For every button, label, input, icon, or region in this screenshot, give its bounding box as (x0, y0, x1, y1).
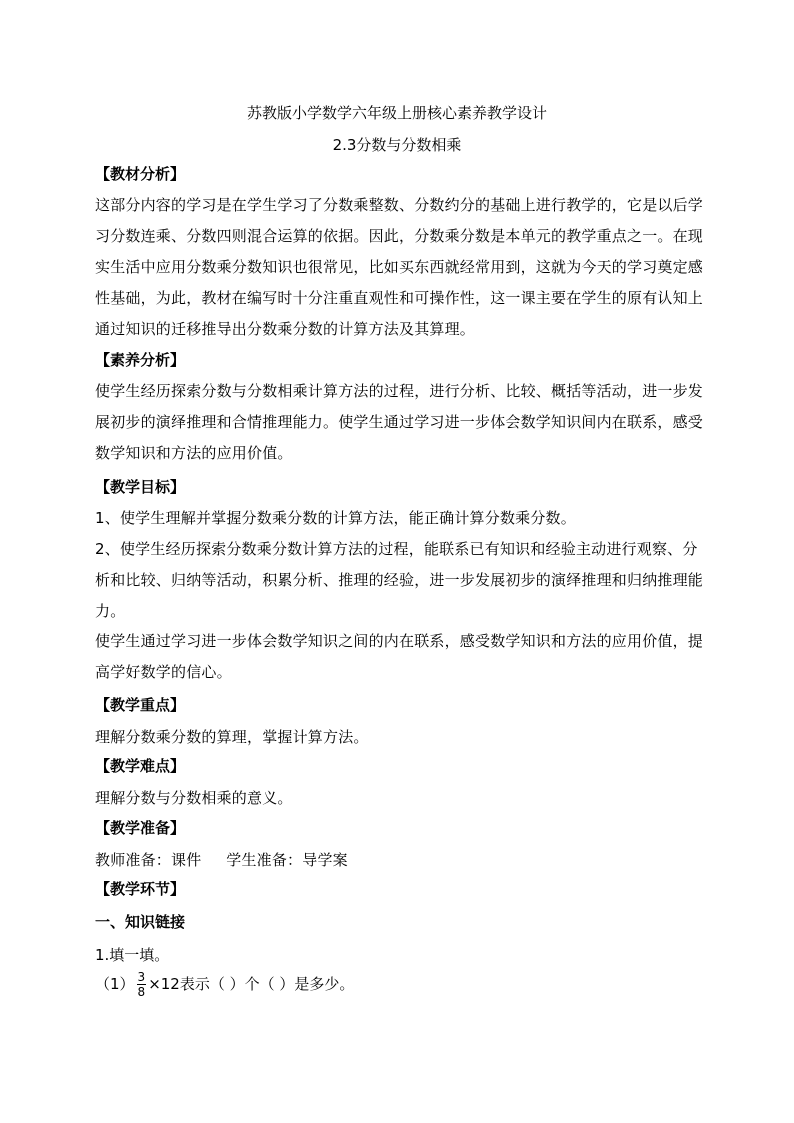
question-1-1 (95, 970, 707, 999)
para-teaching-focus: 理解分数乘分数的算理，掌握计算方法。 (95, 728, 369, 746)
fraction (137, 970, 147, 999)
lesson-title: 2.3分数与分数相乘 (332, 136, 462, 154)
document-title: 苏教版小学数学六年级上册核心素养教学设计 (246, 104, 547, 122)
heading-teaching-goals: 【教学目标】 (95, 478, 186, 496)
question-1: 1.填一填。 (95, 946, 170, 964)
heading-teaching-prep: 【教学准备】 (95, 819, 186, 837)
goal-item-3: 使学生通过学习进一步体会数学知识之间的内在联系，感受数学知识和方法的应用价值，提高学好数学的信心。 (95, 632, 704, 681)
para-literacy-analysis: 使学生经历探索分数与分数相乘计算方法的过程，进行分析、比较、概括等活动，进一步发展初步的演绎推理和合情推理能力。使学生通过学习进一步体会数学知识间内在联系，感受数学知识和方法的应用价值。 (95, 382, 704, 462)
question-1-1-text: ×12表示（ ）个（ ）是多少。 (148, 975, 355, 993)
heading-teaching-difficulty: 【教学难点】 (95, 757, 186, 775)
question-1-1-prefix: （1） (95, 975, 135, 993)
goal-item-2: 2、使学生经历探索分数乘分数计算方法的过程，能联系已有知识和经验主动进行观察、分析和比较、归纳等活动，积累分析、推理的经验，进一步发展初步的演绎推理和归纳推理能力。 (95, 540, 704, 620)
heading-literacy-analysis: 【素养分析】 (95, 351, 186, 369)
para-textbook-analysis: 这部分内容的学习是在学生学习了分数乘整数、分数约分的基础上进行教学的，它是以后学习分数连乘、分数四则混合运算的依据。因此，分数乘分数是本单元的教学重点之一。在现实生活中应用分数乘分数知识也很常见，比如买东西就经常用到，这就为今天的学习奠定感性基础，为此，教材在编写时十分注重直观性和可操作性，这一课主要在学生的原有认知上通过知识的迁移推导出分数乘分数的计算方法及其算理。 (95, 196, 704, 338)
para-teaching-prep: 教师准备：课件 学生准备：导学案 (95, 851, 348, 869)
heading-teaching-focus: 【教学重点】 (95, 696, 186, 714)
heading-textbook-analysis: 【教材分析】 (95, 165, 186, 183)
heading-teaching-steps: 【教学环节】 (95, 880, 186, 898)
para-teaching-difficulty: 理解分数与分数相乘的意义。 (95, 789, 293, 807)
heading-knowledge-link: 一、知识链接 (95, 913, 186, 931)
fraction-numerator: 3 (137, 970, 146, 984)
goal-item-1: 1、使学生理解并掌握分数乘分数的计算方法，能正确计算分数乘分数。 (95, 509, 576, 527)
fraction-denominator: 8 (137, 985, 146, 999)
